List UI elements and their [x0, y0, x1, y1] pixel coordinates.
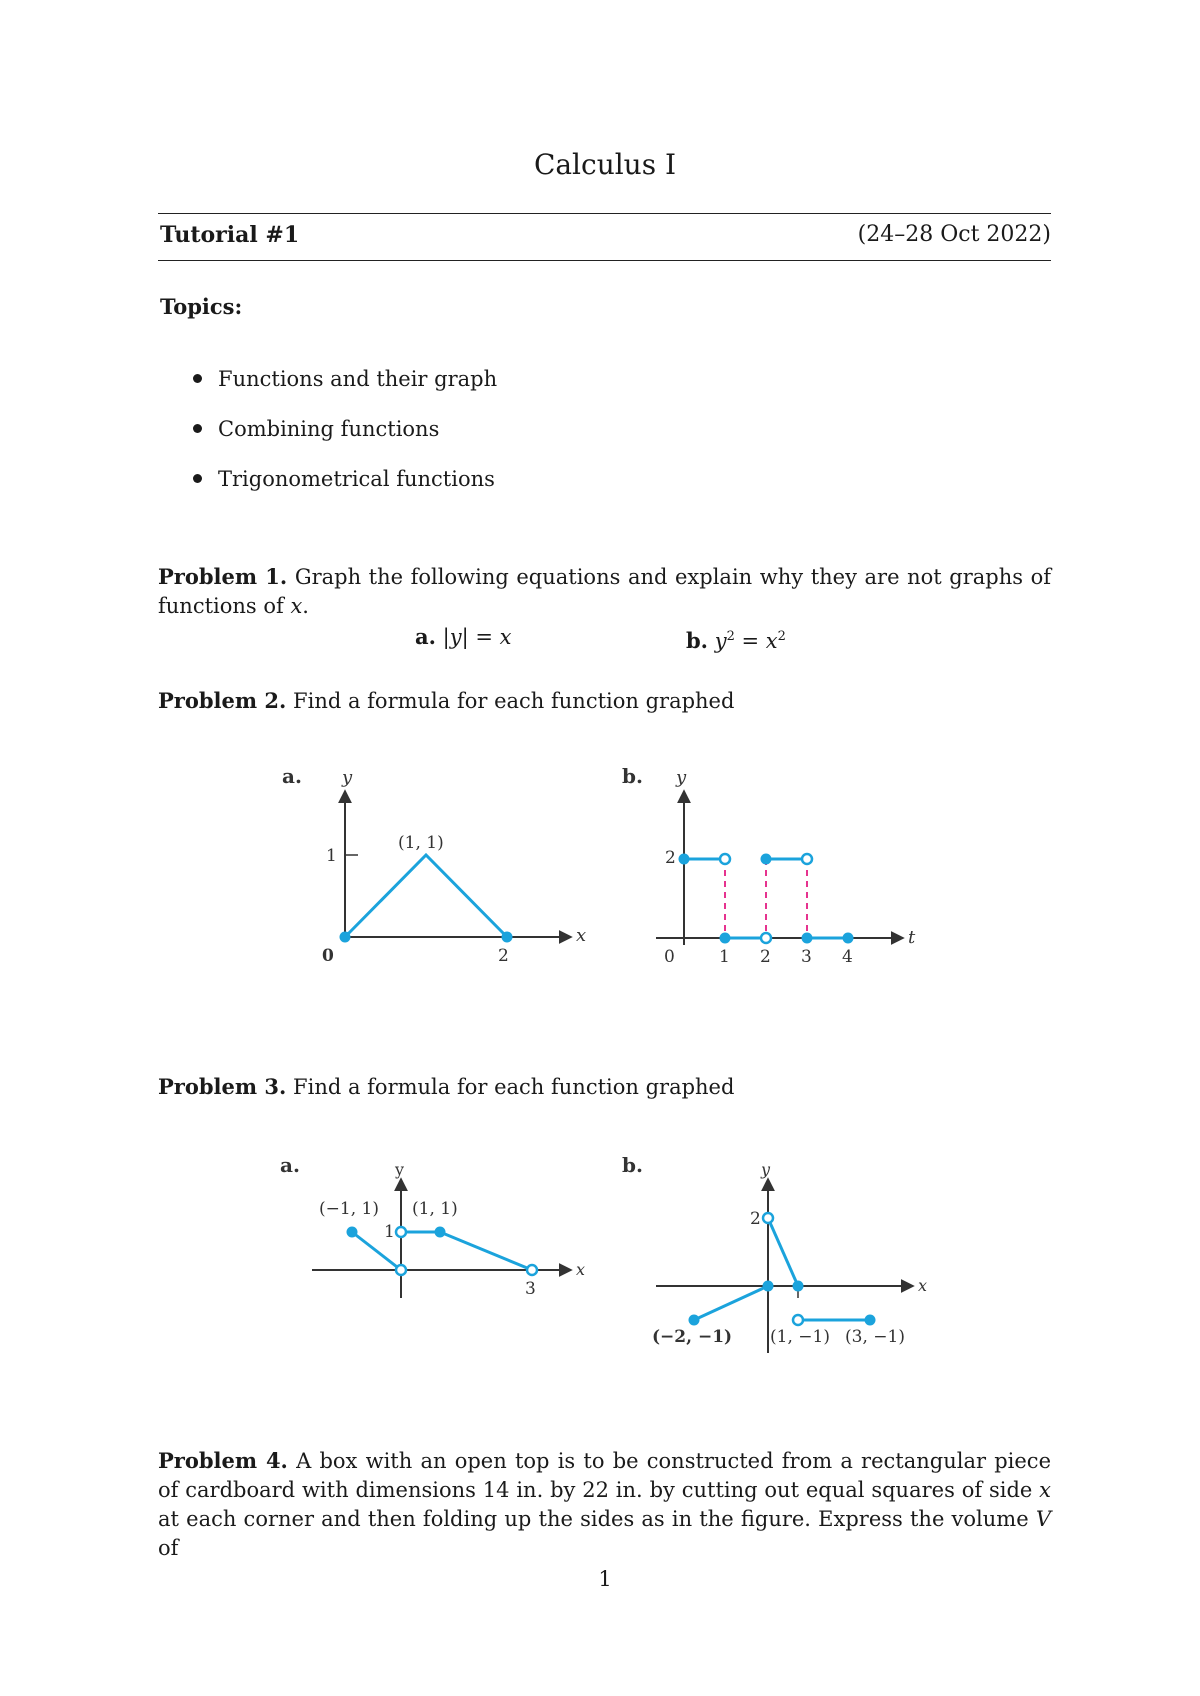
point-label: (1, 1)	[398, 833, 444, 853]
graph-line	[345, 855, 507, 937]
point-label: (1, −1)	[770, 1327, 830, 1347]
closed-point	[689, 1315, 700, 1326]
graph-segment	[768, 1218, 798, 1286]
x-tick-label: 4	[842, 947, 853, 967]
problem-4: Problem 4. A box with an open top is to be constructed from a rectangular piece of cardboard with dimensions 14 in. by 22 in. by cutting out equal squares of side x at each corner and then folding up the sides as in the figure. Express the volume V of	[158, 1448, 1051, 1560]
page-number: 1	[598, 1567, 612, 1591]
figure-label: b.	[622, 1153, 643, 1177]
x-axis-label: x	[576, 1260, 586, 1279]
y-tick-label: 2	[750, 1209, 761, 1229]
problem-2: Problem 2. Find a formula for each function graphed	[158, 688, 735, 713]
figure-problem-3a	[270, 1148, 600, 1308]
closed-point	[347, 1227, 358, 1238]
open-point	[802, 854, 812, 864]
topic-item: Combining functions	[193, 414, 439, 444]
closed-point	[793, 1281, 804, 1292]
graph-segment	[440, 1232, 532, 1270]
problem-1-label: Problem 1.	[158, 564, 288, 589]
tutorial-label: Tutorial #1	[160, 222, 300, 248]
figure-problem-3b	[612, 1148, 932, 1363]
closed-point	[340, 932, 351, 943]
closed-point	[843, 933, 854, 944]
origin-label: 0	[664, 947, 675, 967]
y-axis-label: y	[676, 767, 687, 788]
problem-1-part-b: b. $y^2 = x^2$	[686, 628, 786, 653]
point-label: (−1, 1)	[319, 1199, 379, 1219]
closed-point	[761, 854, 772, 865]
graph-segment	[694, 1286, 768, 1320]
x-tick-label: 1	[719, 947, 730, 967]
closed-point	[435, 1227, 446, 1238]
open-point	[761, 933, 771, 943]
problem-1-part-a: a. |y| = x	[415, 624, 512, 649]
open-point	[396, 1265, 406, 1275]
header-bottom-rule	[158, 260, 1051, 261]
x-tick-label: 3	[525, 1279, 536, 1299]
open-point	[763, 1213, 773, 1223]
y-tick-label: 2	[665, 848, 676, 868]
x-tick-label: 2	[760, 947, 771, 967]
closed-point	[763, 1281, 774, 1292]
figure-problem-2b	[612, 760, 927, 975]
x-tick-label: 2	[498, 946, 509, 966]
x-axis-label: t	[908, 927, 916, 948]
open-point	[396, 1227, 406, 1237]
closed-point	[720, 933, 731, 944]
figure-label: b.	[622, 764, 643, 788]
point-label: (−2, −1)	[652, 1327, 733, 1347]
problem-2-label: Problem 2.	[158, 688, 287, 713]
y-axis-label: y	[342, 767, 353, 788]
figure-problem-2a	[270, 760, 600, 975]
y-axis-label: y	[761, 1160, 771, 1179]
x-axis-label: x	[918, 1276, 928, 1295]
point-label: (1, 1)	[412, 1199, 458, 1219]
problem-3: Problem 3. Find a formula for each function graphed	[158, 1074, 735, 1099]
y-axis-label: y	[395, 1160, 405, 1179]
closed-point	[502, 932, 513, 943]
closed-point	[802, 933, 813, 944]
tutorial-dates: (24–28 Oct 2022)	[857, 222, 1051, 247]
bullet-icon	[193, 424, 202, 433]
open-point	[720, 854, 730, 864]
topic-item: Trigonometrical functions	[193, 464, 495, 494]
x-tick-label: 3	[801, 947, 812, 967]
point-label: (3, −1)	[845, 1327, 905, 1347]
topics-heading: Topics:	[160, 294, 243, 319]
closed-point	[679, 854, 690, 865]
problem-4-label: Problem 4.	[158, 1448, 288, 1473]
open-point	[527, 1265, 537, 1275]
figure-label: a.	[280, 1153, 300, 1177]
problem-1: Problem 1. Graph the following equations and explain why they are not graphs of functions of x.	[158, 564, 1051, 618]
problem-3-label: Problem 3.	[158, 1074, 287, 1099]
bullet-icon	[193, 474, 202, 483]
y-tick-label: 1	[326, 846, 337, 866]
header-top-rule	[158, 213, 1051, 214]
open-point	[793, 1315, 803, 1325]
figure-label: a.	[282, 764, 302, 788]
origin-label: 0	[322, 946, 334, 966]
y-tick-label: 1	[384, 1222, 395, 1242]
document-title: Calculus I	[533, 148, 677, 181]
topic-item: Functions and their graph	[193, 364, 497, 394]
bullet-icon	[193, 374, 202, 383]
closed-point	[865, 1315, 876, 1326]
x-axis-label: x	[576, 925, 587, 946]
